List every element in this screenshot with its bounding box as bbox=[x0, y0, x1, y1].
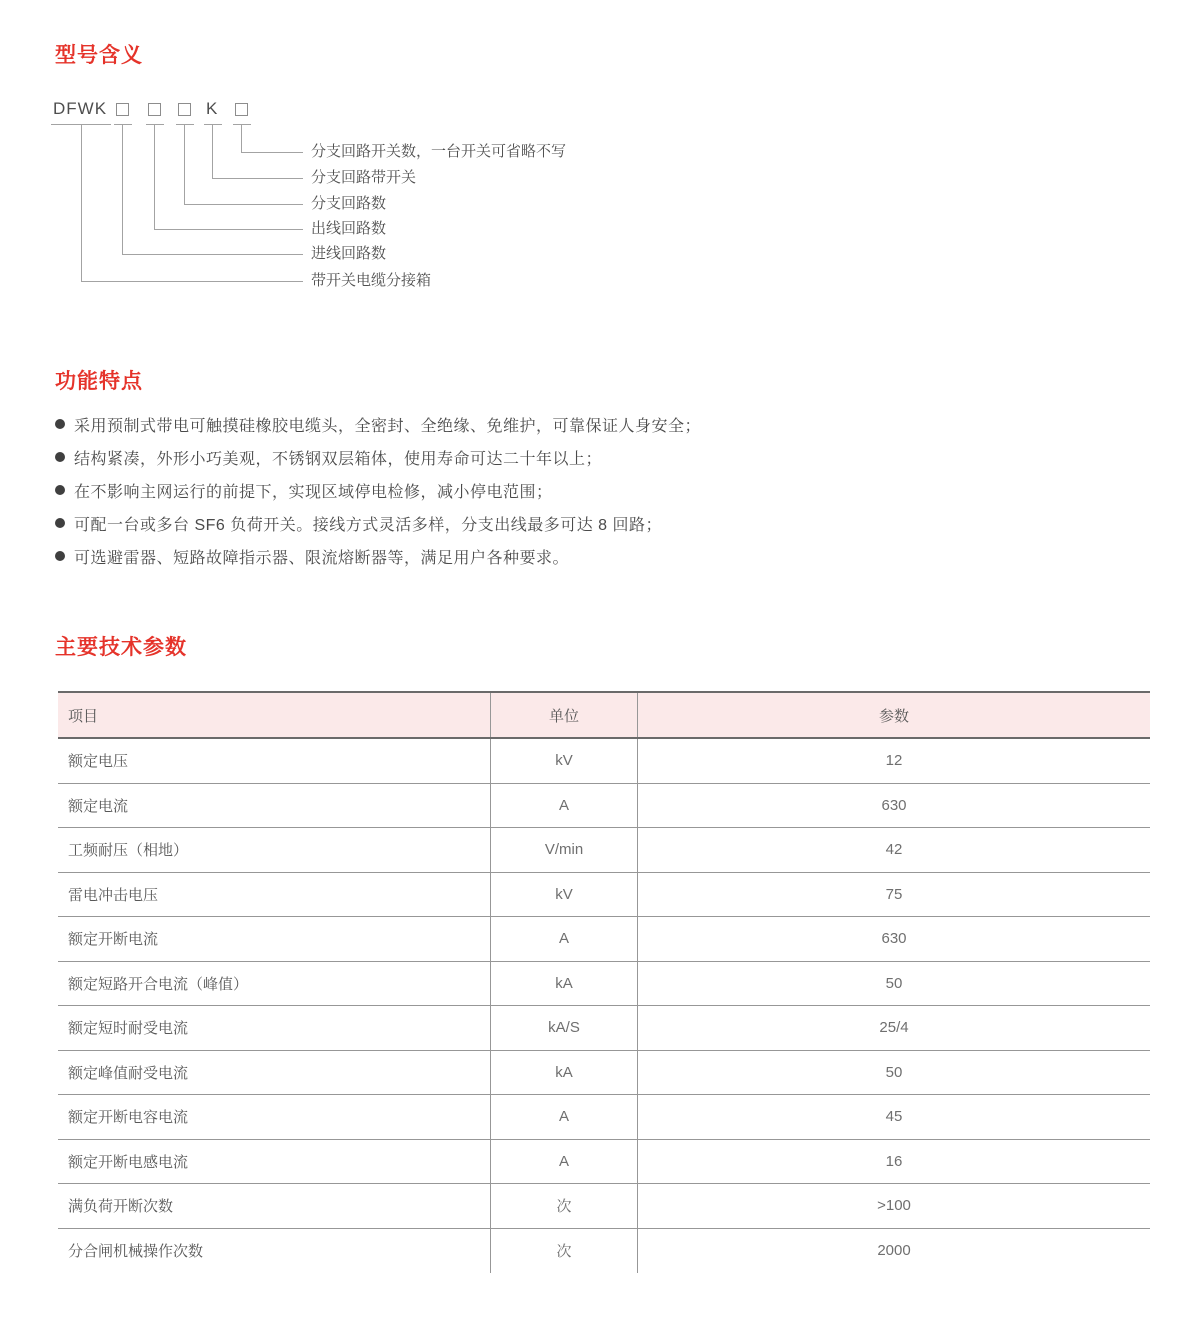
param-value: 50 bbox=[637, 1051, 1150, 1095]
param-value: 630 bbox=[637, 784, 1150, 828]
connector-horizontal-5 bbox=[122, 254, 303, 255]
underline-box-2 bbox=[146, 124, 164, 125]
list-item bbox=[55, 446, 602, 468]
table-row bbox=[58, 1095, 1150, 1140]
param-name: 工频耐压（相地） bbox=[68, 842, 189, 860]
param-unit: A bbox=[490, 917, 637, 961]
model-prefix: DFWK bbox=[53, 99, 108, 118]
param-value: 630 bbox=[637, 917, 1150, 961]
column-header-item: 项目 bbox=[68, 707, 99, 725]
table-row bbox=[58, 1006, 1150, 1051]
param-unit: A bbox=[490, 1140, 637, 1184]
param-value: 45 bbox=[637, 1095, 1150, 1139]
param-value: 50 bbox=[637, 962, 1150, 1006]
model-section-title: 型号含义 bbox=[55, 44, 143, 67]
param-value: 75 bbox=[637, 873, 1150, 917]
parameters-table bbox=[58, 691, 1150, 1273]
underline-box-4 bbox=[233, 124, 251, 125]
param-name: 雷电冲击电压 bbox=[68, 886, 159, 904]
connector-vertical-6 bbox=[81, 125, 82, 281]
model-label-branch-circuits: 分支回路数 bbox=[311, 195, 387, 212]
param-value: 12 bbox=[637, 739, 1150, 783]
param-value: 42 bbox=[637, 828, 1150, 872]
bullet-icon bbox=[55, 518, 65, 528]
underline-box-3 bbox=[176, 124, 194, 125]
param-unit: V/min bbox=[490, 828, 637, 872]
feature-text: 可选避雷器、短路故障指示器、限流熔断器等，满足用户各种要求。 bbox=[74, 549, 570, 567]
feature-text: 采用预制式带电可触摸硅橡胶电缆头，全密封、全绝缘、免维护，可靠保证人身安全； bbox=[74, 417, 702, 435]
param-name: 额定电流 bbox=[68, 797, 129, 815]
table-row bbox=[58, 1184, 1150, 1229]
param-name: 额定开断电流 bbox=[68, 931, 159, 949]
params-section-title: 主要技术参数 bbox=[55, 636, 187, 659]
table-row bbox=[58, 828, 1150, 873]
table-row bbox=[58, 784, 1150, 829]
param-unit: kV bbox=[490, 739, 637, 783]
features-section-title: 功能特点 bbox=[55, 370, 143, 393]
column-header-value: 参数 bbox=[637, 693, 1150, 737]
table-row bbox=[58, 739, 1150, 784]
param-unit: kA bbox=[490, 1051, 637, 1095]
placeholder-box-4 bbox=[235, 103, 248, 116]
bullet-icon bbox=[55, 452, 65, 462]
param-unit: kA bbox=[490, 962, 637, 1006]
param-name: 额定开断电感电流 bbox=[68, 1153, 189, 1171]
param-value: 25/4 bbox=[637, 1006, 1150, 1050]
param-value: 2000 bbox=[637, 1229, 1150, 1274]
placeholder-box-1 bbox=[116, 103, 129, 116]
underline-box-1 bbox=[114, 124, 132, 125]
connector-horizontal-3 bbox=[184, 204, 303, 205]
bullet-icon bbox=[55, 485, 65, 495]
model-label-cable-branch-box: 带开关电缆分接箱 bbox=[311, 272, 432, 289]
param-name: 分合闸机械操作次数 bbox=[68, 1243, 204, 1261]
connector-vertical-4 bbox=[154, 125, 155, 229]
param-name: 额定电压 bbox=[68, 753, 129, 771]
connector-vertical-5 bbox=[122, 125, 123, 254]
param-name: 满负荷开断次数 bbox=[68, 1198, 174, 1216]
table-row bbox=[58, 873, 1150, 918]
table-row bbox=[58, 1140, 1150, 1185]
placeholder-box-3 bbox=[178, 103, 191, 116]
model-k-letter: K bbox=[206, 99, 219, 118]
feature-text: 在不影响主网运行的前提下，实现区域停电检修，减小停电范围； bbox=[74, 483, 553, 501]
table-row bbox=[58, 1051, 1150, 1096]
connector-vertical-1 bbox=[241, 125, 242, 152]
list-item bbox=[55, 413, 701, 435]
model-label-incoming-circuits: 进线回路数 bbox=[311, 245, 387, 262]
param-unit: A bbox=[490, 1095, 637, 1139]
param-name: 额定峰值耐受电流 bbox=[68, 1064, 189, 1082]
table-row bbox=[58, 962, 1150, 1007]
param-value: 16 bbox=[637, 1140, 1150, 1184]
param-value: >100 bbox=[637, 1184, 1150, 1228]
column-header-unit: 单位 bbox=[490, 693, 637, 737]
model-label-branch-switch-count: 分支回路开关数，一台开关可省略不写 bbox=[311, 143, 567, 160]
param-unit: 次 bbox=[490, 1184, 637, 1228]
param-unit: 次 bbox=[490, 1229, 637, 1274]
connector-horizontal-6 bbox=[81, 281, 303, 282]
model-label-outgoing-circuits: 出线回路数 bbox=[311, 220, 387, 237]
connector-horizontal-1 bbox=[241, 152, 303, 153]
underline-k bbox=[204, 124, 222, 125]
param-unit: kV bbox=[490, 873, 637, 917]
bullet-icon bbox=[55, 551, 65, 561]
bullet-icon bbox=[55, 419, 65, 429]
feature-text: 结构紧凑，外形小巧美观，不锈钢双层箱体，使用寿命可达二十年以上； bbox=[74, 450, 603, 468]
param-name: 额定短路开合电流（峰值） bbox=[68, 975, 249, 993]
table-row bbox=[58, 1229, 1150, 1274]
list-item bbox=[55, 512, 662, 534]
param-unit: kA/S bbox=[490, 1006, 637, 1050]
param-unit: A bbox=[490, 784, 637, 828]
param-name: 额定开断电容电流 bbox=[68, 1109, 189, 1127]
connector-horizontal-4 bbox=[154, 229, 303, 230]
table-row bbox=[58, 917, 1150, 962]
connector-horizontal-2 bbox=[212, 178, 303, 179]
model-label-branch-with-switch: 分支回路带开关 bbox=[311, 169, 417, 186]
connector-vertical-3 bbox=[184, 125, 185, 204]
feature-text: 可配一台或多台 SF6 负荷开关。接线方式灵活多样，分支出线最多可达 8 回路； bbox=[74, 516, 663, 534]
list-item bbox=[55, 479, 553, 501]
placeholder-box-2 bbox=[148, 103, 161, 116]
table-header-row bbox=[58, 691, 1150, 739]
connector-vertical-2 bbox=[212, 125, 213, 178]
list-item bbox=[55, 545, 569, 567]
param-name: 额定短时耐受电流 bbox=[68, 1020, 189, 1038]
